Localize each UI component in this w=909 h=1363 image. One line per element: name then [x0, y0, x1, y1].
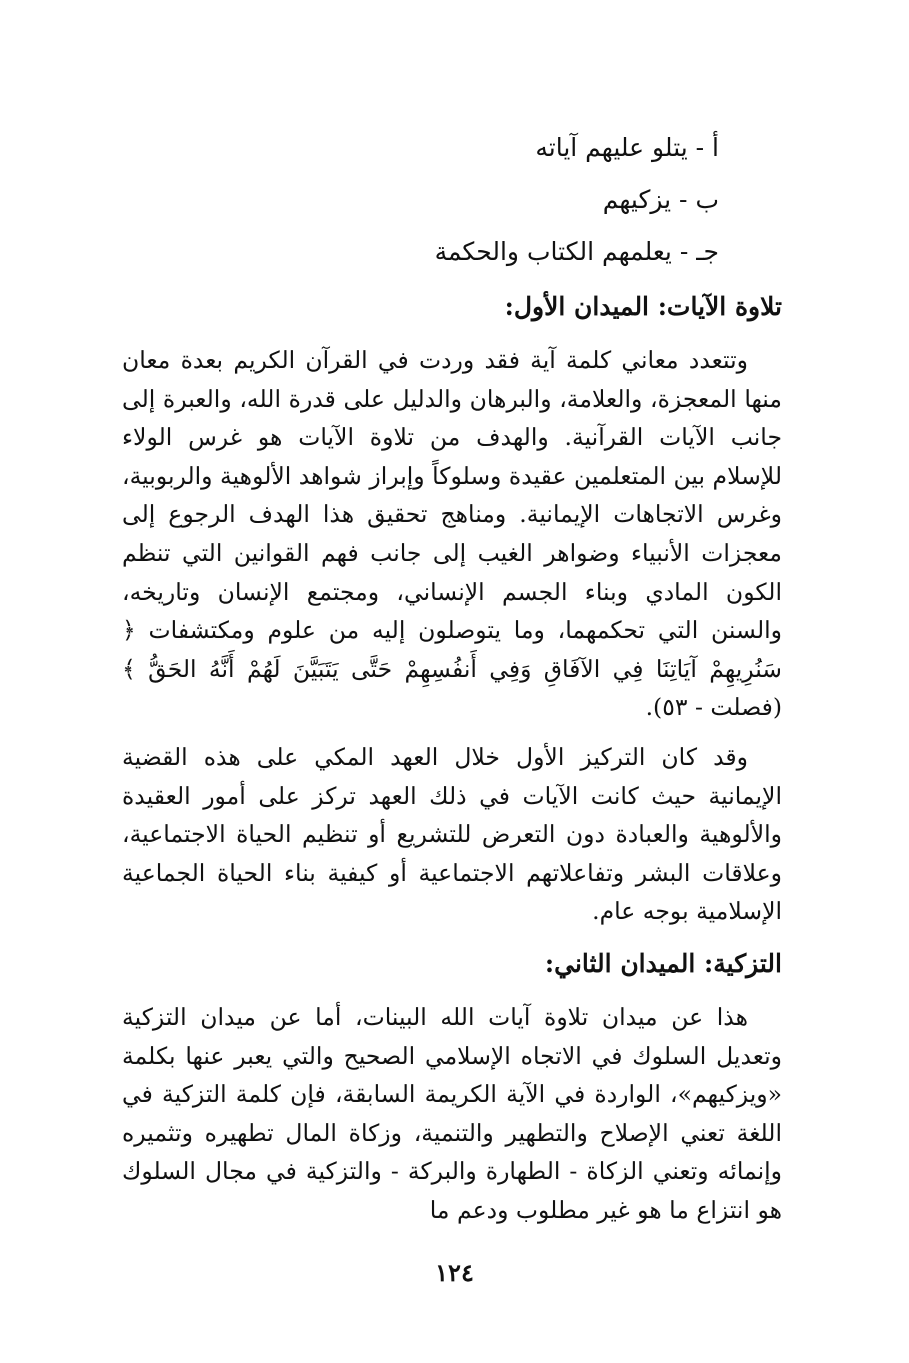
list-item: أ - يتلو عليهم آياته: [535, 133, 719, 162]
paragraph-meccan-period: وقد كان التركيز الأول خلال العهد المكي على هذه القضية الإيمانية حيث كانت الآيات في ذلك العهد تركز على أمور العقيدة والألوهية والعبادة دون التعرض للتشريع أو تنظيم الحياة الاجتماعية، وعلاقات البشر وتفاعلاتهم الاجتماعية أو كيفية بناء الحياة الجماعية الإسلامية بوجه عام.: [122, 743, 782, 926]
paragraph-purification: هذا عن ميدان تلاوة آيات الله البينات، أما عن ميدان التزكية وتعديل السلوك في الاتجاه الإسلامي الصحيح والتي يعبر عنها بكلمة «ويزكيهم»، الواردة في الآية الكريمة السابقة، فإن كلمة التزكية في اللغة تعني الإصلاح والتطهير والتنمية، وزكاة المال تطهيره وتثميره وإنمائه وتعني الزكاة - الطهارة والبركة - والتزكية في مجال السلوك هو انتزاع ما هو غير مطلوب ودعم ما: [122, 1003, 782, 1224]
verse-points-list: [319, 122, 719, 278]
page-number: ١٢٤: [435, 1258, 474, 1287]
list-item: جـ - يعلمهم الكتاب والحكمة: [434, 237, 719, 266]
section-heading-purification: التزكية: الميدان الثاني:: [544, 949, 782, 978]
section-heading-recitation: تلاوة الآيات: الميدان الأول:: [504, 292, 782, 321]
paragraph-recitation-meanings: وتتعدد معاني كلمة آية فقد وردت في القرآن الكريم بعدة معان منها المعجزة، والعلامة، والبرهان والدليل على قدرة الله، والعبرة إلى جانب الآيات القرآنية. والهدف من تلاوة الآيات هو غرس الولاء للإسلام بين المتعلمين عقيدة وسلوكاً وإبراز شواهد الألوهية والربوبية، وغرس الاتجاهات الإيمانية. ومناهج تحقيق هذا الهدف الرجوع إلى معجزات الأنبياء وضواهر الغيب إلى جانب فهم القوانين التي تنظم الكون المادي وبناء الجسم الإنساني، ومجتمع الإنسان وتاريخه، والسنن التي تحكمهما، وما يتوصلون إليه من علوم ومكتشفات ﴿ سَنُرِيهِمْ آيَاتِنَا فِي الآفَاقِ وَفِي أَنفُسِهِمْ حَتَّى يَتَبَيَّنَ لَهُمْ أَنَّهُ الحَقُّ ﴾ (فصلت - ٥٣).: [122, 346, 782, 722]
list-item: ب - يزكيهم: [602, 185, 719, 214]
